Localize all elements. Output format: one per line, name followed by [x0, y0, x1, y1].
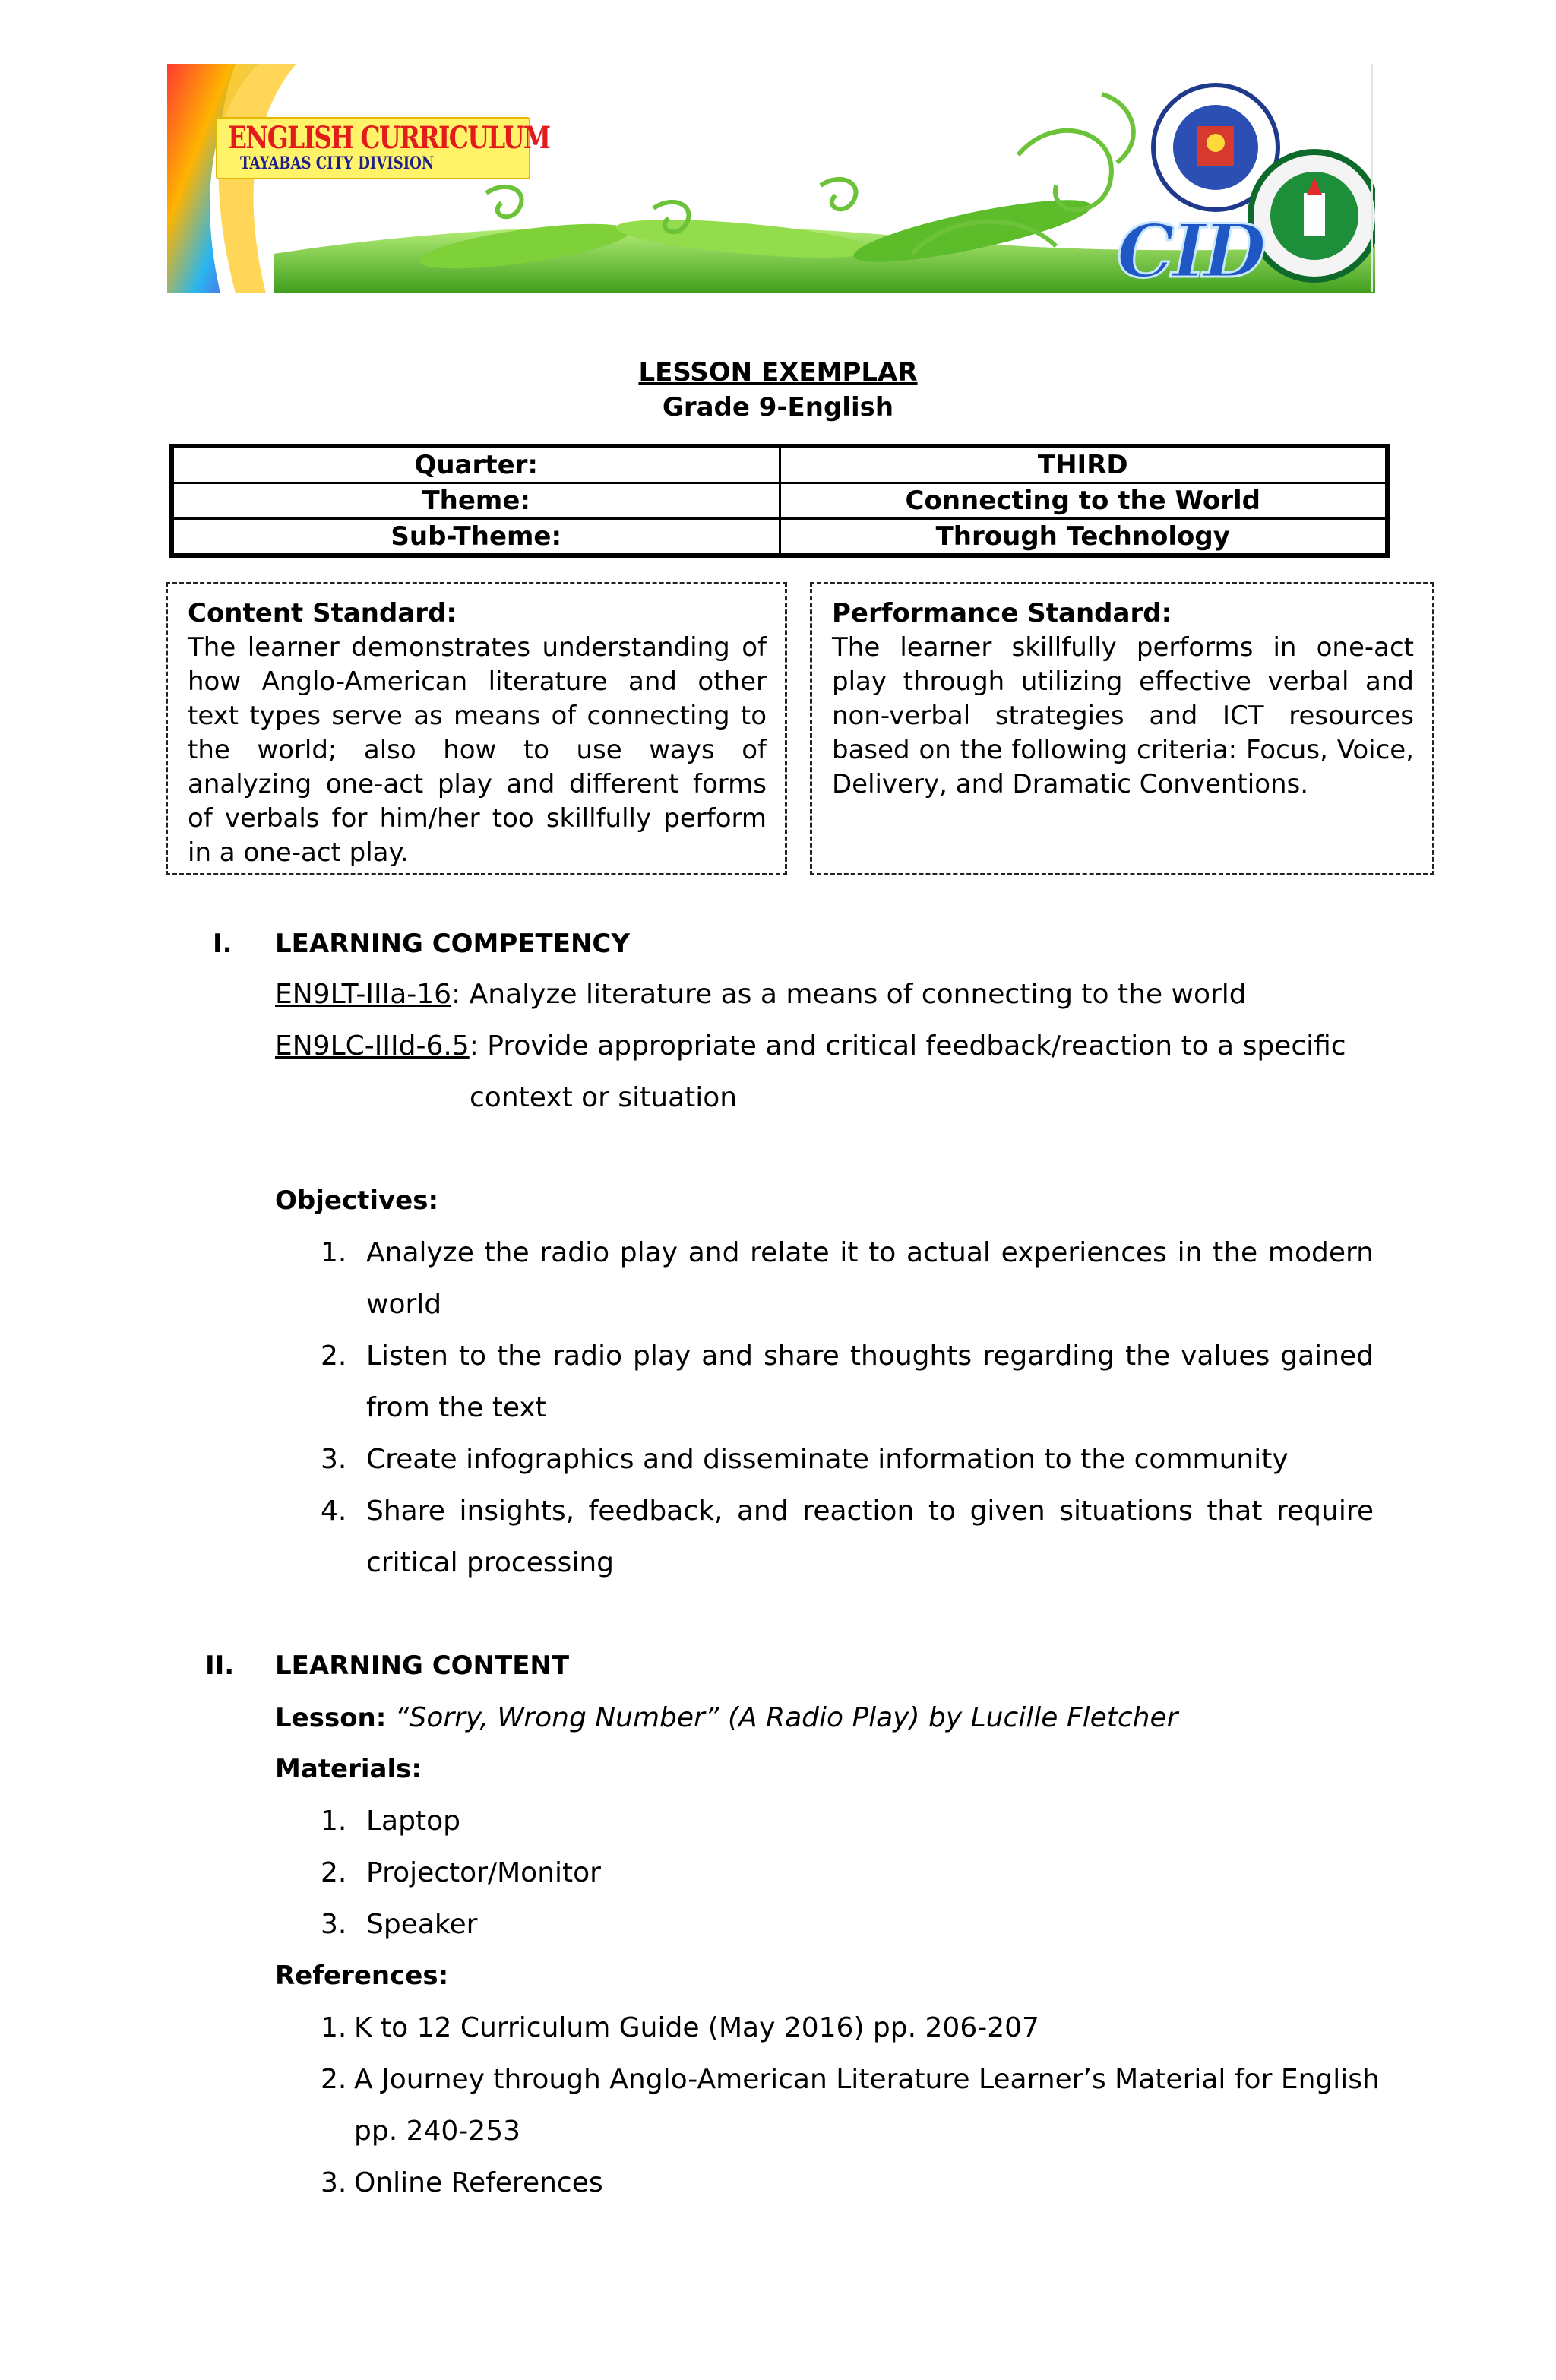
competency-text: : Provide appropriate and critical feedback/reaction to a specific: [469, 1030, 1346, 1062]
table-row: [172, 446, 1387, 483]
lesson-info-table: [169, 444, 1390, 558]
references-label: References:: [275, 1961, 449, 1991]
material-number: 3.: [321, 1909, 347, 1940]
quarter-label: Quarter:: [172, 446, 780, 483]
banner-title-box: [216, 117, 550, 179]
quarter-value: THIRD: [780, 446, 1387, 483]
material-item: Speaker: [366, 1909, 478, 1940]
objective-number: 4.: [321, 1495, 347, 1527]
objective-number: 2.: [321, 1340, 347, 1372]
content-standard-heading: Content Standard:: [188, 598, 457, 628]
lesson-label: Lesson:: [275, 1703, 387, 1733]
reference-item: A Journey through Anglo-American Literature Learner’s Material for English: [354, 2064, 1380, 2095]
reference-item-continuation: pp. 240-253: [354, 2116, 521, 2147]
objective-item: Share insights, feedback, and reaction to given situations that require: [366, 1495, 1374, 1527]
objective-item: Listen to the radio play and share thoughts regarding the values gained: [366, 1340, 1374, 1372]
section-1-title: LEARNING COMPETENCY: [275, 929, 630, 959]
performance-standard-text: The learner skillfully performs in one-act play through utilizing effective verbal and non-verbal strategies and ICT resources based on the following criteria: Focus, Voice, Delivery, and Dramatic Conventions.: [832, 632, 1414, 799]
objective-item: Analyze the radio play and relate it to actual experiences in the modern: [366, 1237, 1374, 1268]
lesson-line: [275, 1702, 1178, 1733]
table-row: [172, 483, 1387, 519]
reference-number: 3.: [321, 2167, 347, 2198]
banner-subtitle: TAYABAS CITY DIVISION: [240, 153, 435, 173]
cid-logo: CID: [1117, 208, 1263, 293]
objective-item: Create infographics and disseminate information to the community: [366, 1444, 1289, 1475]
material-item: Laptop: [366, 1806, 460, 1837]
header-banner: [167, 64, 1375, 293]
reference-item: Online References: [354, 2167, 603, 2198]
objective-item-continuation: critical processing: [366, 1547, 615, 1578]
reference-item: K to 12 Curriculum Guide (May 2016) pp. 206-207: [354, 2012, 1039, 2043]
banner-title: ENGLISH CURRICULUM: [228, 120, 550, 156]
performance-standard-heading: Performance Standard:: [832, 598, 1172, 628]
theme-label: Theme:: [172, 483, 780, 519]
lesson-title: “Sorry, Wrong Number” (A Radio Play) by Lucille Fletcher: [394, 1702, 1178, 1733]
competency-2: [275, 1030, 1346, 1062]
document-title: LESSON EXEMPLAR: [638, 357, 918, 388]
banner-divider: [1371, 64, 1373, 292]
competency-1: [275, 979, 1247, 1010]
objective-number: 1.: [321, 1237, 347, 1268]
competency-text: : Analyze literature as a means of connecting to the world: [451, 979, 1247, 1010]
division-seal-icon: [1251, 152, 1375, 280]
section-2-title: LEARNING CONTENT: [275, 1650, 570, 1681]
subtheme-value: Through Technology: [780, 519, 1387, 556]
material-item: Projector/Monitor: [366, 1857, 601, 1888]
table-row: [172, 519, 1387, 556]
objective-item-continuation: world: [366, 1289, 442, 1320]
subtheme-label: Sub-Theme:: [172, 519, 780, 556]
section-2-number: II.: [205, 1650, 235, 1681]
competency-code: EN9LT-IIIa-16: [275, 979, 452, 1010]
competency-code: EN9LC-IIId-6.5: [275, 1030, 470, 1062]
content-standard-text: The learner demonstrates understanding of how Anglo-American literature and other text types serve as means of connecting to the world; also how to use ways of analyzing one-act play and different forms of verbals for him/her too skillfully perform in a one-act play.: [188, 632, 767, 868]
content-standard-box: [166, 582, 787, 875]
objective-number: 3.: [321, 1444, 347, 1475]
material-number: 1.: [321, 1806, 347, 1837]
performance-standard-box: [810, 582, 1434, 875]
materials-label: Materials:: [275, 1754, 422, 1784]
reference-number: 2.: [321, 2064, 347, 2095]
document-subtitle: Grade 9-English: [662, 392, 894, 423]
section-1-number: I.: [213, 929, 232, 959]
competency-2-continuation: context or situation: [470, 1082, 738, 1113]
theme-value: Connecting to the World: [780, 483, 1387, 519]
objectives-label: Objectives:: [275, 1185, 439, 1216]
objective-item-continuation: from the text: [366, 1392, 546, 1423]
material-number: 2.: [321, 1857, 347, 1888]
reference-number: 1.: [321, 2012, 347, 2043]
